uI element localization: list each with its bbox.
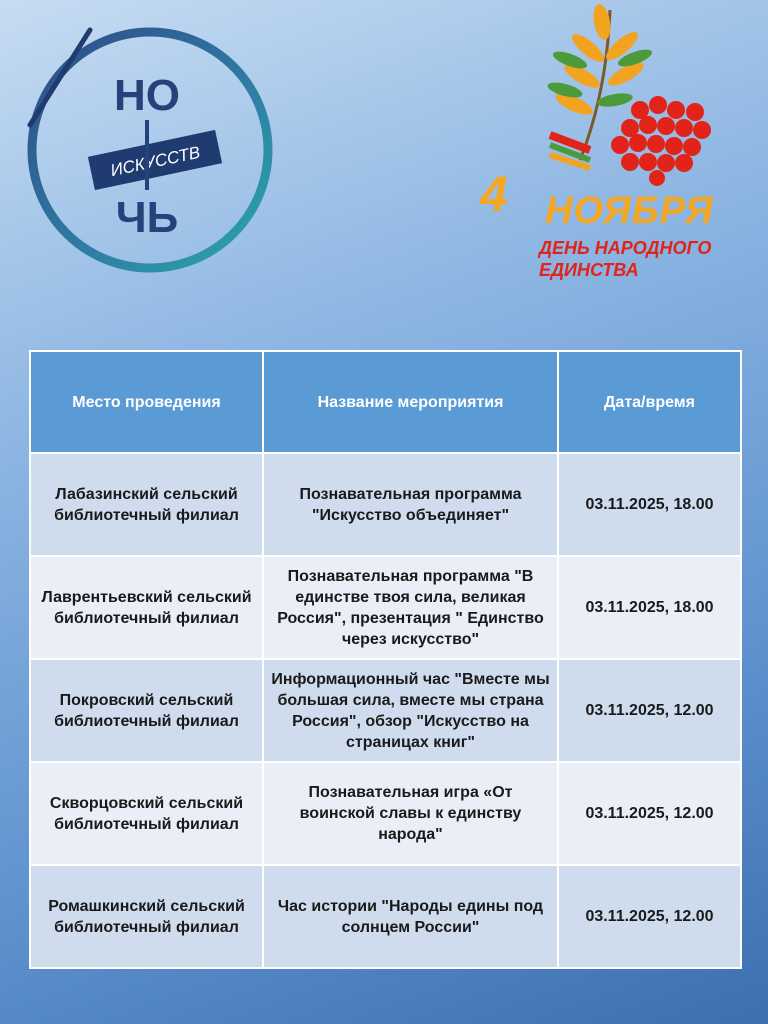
header-place: Место проведения	[30, 351, 263, 453]
logo-no-text: НО	[114, 71, 180, 120]
table-header-row	[30, 351, 741, 453]
header-event: Название мероприятия	[263, 351, 558, 453]
cell-place: Скворцовский сельский библиотечный филиал	[30, 762, 263, 865]
cell-event: Час истории "Народы едины под солнцем России"	[263, 865, 558, 968]
cell-date: 03.11.2025, 12.00	[558, 659, 741, 762]
date-number: 4	[480, 166, 509, 222]
cell-place: Покровский сельский библиотечный филиал	[30, 659, 263, 762]
cell-date: 03.11.2025, 12.00	[558, 762, 741, 865]
cell-place: Лабазинский сельский библиотечный филиал	[30, 453, 263, 556]
cell-place: Лаврентьевский сельский библиотечный филиал	[30, 556, 263, 659]
cell-event: Познавательная игра «От воинской славы к единству народа"	[263, 762, 558, 865]
cell-date: 03.11.2025, 12.00	[558, 865, 741, 968]
holiday-title-line1: ДЕНЬ НАРОДНОГО	[539, 238, 712, 258]
events-table	[29, 350, 740, 969]
table-row	[30, 659, 741, 762]
table-row	[30, 453, 741, 556]
header-date: Дата/время	[558, 351, 741, 453]
cell-event: Познавательная программа "В единстве твоя сила, великая Россия", презентация " Единство через искусство"	[263, 556, 558, 659]
cell-date: 03.11.2025, 18.00	[558, 453, 741, 556]
cell-event: Информационный час "Вместе мы большая сила, вместе мы страна Россия", обзор "Искусство на страницах книг"	[263, 659, 558, 762]
table-row	[30, 762, 741, 865]
date-month: НОЯБРЯ	[545, 190, 714, 232]
holiday-title-line2: ЕДИНСТВА	[539, 260, 639, 280]
table-row	[30, 865, 741, 968]
holiday-title	[539, 237, 711, 281]
cell-place: Ромашкинский сельский библиотечный филиал	[30, 865, 263, 968]
noch-iskusstv-logo	[10, 10, 280, 280]
logo-ch-text: ЧЬ	[115, 193, 179, 242]
cell-event: Познавательная программа "Искусство объединяет"	[263, 453, 558, 556]
cell-date: 03.11.2025, 18.00	[558, 556, 741, 659]
logo-band-text: ИСКУССТВ	[108, 142, 202, 181]
table-row	[30, 556, 741, 659]
